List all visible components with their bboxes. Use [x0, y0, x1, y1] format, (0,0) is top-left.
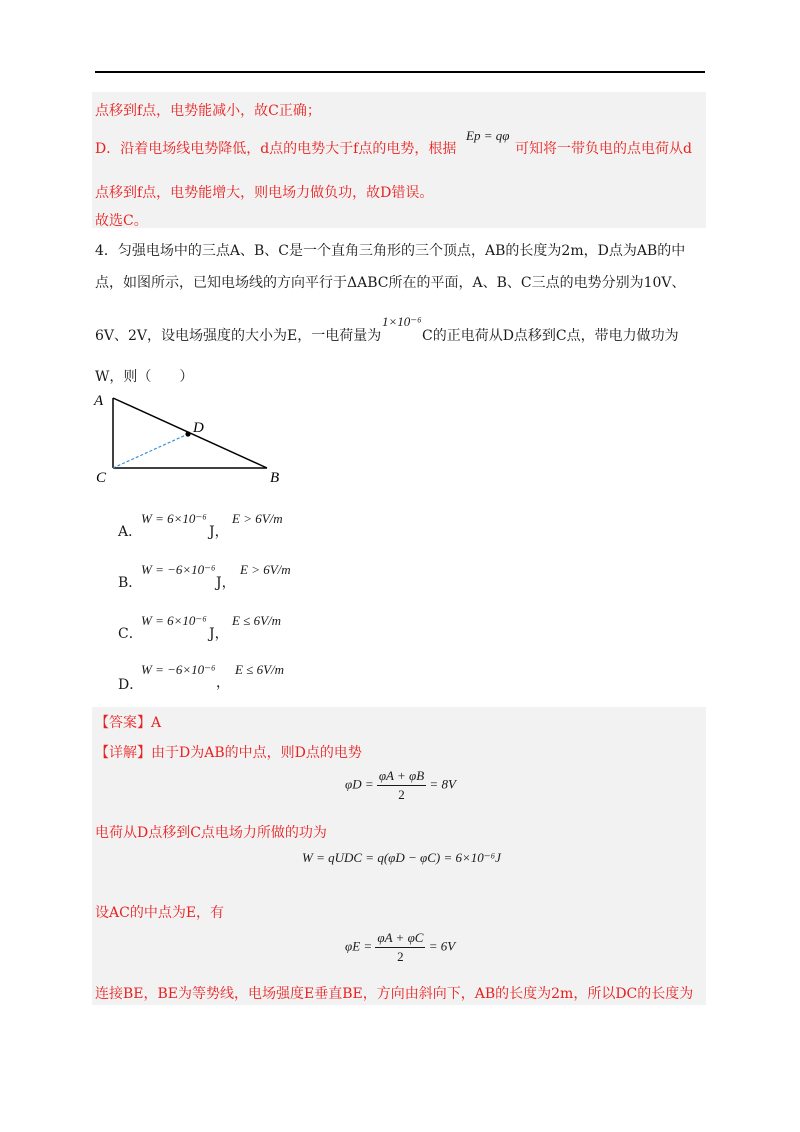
option-letter: B．	[118, 575, 143, 591]
option-e: E > 6V/m	[232, 511, 283, 526]
option-w: W = 6×10⁻⁶	[141, 613, 207, 628]
eq3-numerator: φA + φC	[375, 930, 425, 948]
question-line-2: 点，如图所示，已知电场线的方向平行于ΔABC所在的平面，A、B、C三点的电势分别为10V、	[95, 275, 686, 291]
vertex-label-b: B	[270, 470, 280, 486]
option-letter: A．	[118, 524, 143, 540]
detail-label	[95, 742, 362, 762]
ep-formula: Ep = qφ	[466, 128, 510, 143]
eq3-rhs: = 6V	[428, 938, 456, 954]
vertex-label-d: D	[193, 420, 204, 436]
eq1-numerator: φA + φB	[377, 768, 426, 786]
eq3-fraction	[375, 930, 425, 965]
eq3-denominator: 2	[397, 949, 404, 964]
option-unit: J，	[216, 575, 236, 591]
eq3-lhs: φE =	[345, 938, 373, 954]
work-text: 电荷从D点移到C点电场力所做的功为	[95, 825, 327, 841]
option-w: W = −6×10⁻⁶	[141, 562, 216, 577]
eq1-rhs: = 8V	[429, 776, 456, 792]
answer-label: 【答案】A	[95, 715, 162, 731]
vertex-label-c: C	[96, 470, 107, 486]
prev-solution-line-4: 故选C。	[95, 213, 148, 229]
eq1-denominator: 2	[398, 787, 405, 802]
header-rule	[95, 71, 705, 73]
option-w: W = −6×10⁻⁶	[141, 662, 216, 677]
prev-solution-line-1: 点移到f点，电势能减小，故C正确；	[95, 103, 321, 119]
equation-phi-d	[345, 768, 456, 803]
equation-work: W = qUDC = q(φD − φC) = 6×10⁻⁶J	[302, 850, 501, 865]
option-letter: D．	[118, 677, 144, 693]
option-e: E ≤ 6V/m	[235, 662, 285, 677]
detail-text: 由于D为AB的中点，则D点的电势	[151, 745, 362, 761]
option-letter: C．	[118, 626, 143, 642]
option-unit: J，	[209, 524, 229, 540]
question-line-3a: 6V、2V，设电场强度的大小为E，一电荷量为	[95, 328, 382, 344]
triangle-figure	[92, 390, 292, 490]
eq1-fraction	[377, 768, 426, 803]
option-unit: ，	[216, 675, 230, 691]
midpoint-text: 设AC的中点为E，有	[95, 905, 225, 921]
conclusion-text: 连接BE，BE为等势线，电场强度E垂直BE，方向由斜向下，AB的长度为2m，所以DC的长度为	[95, 986, 694, 1002]
prev-solution-line-2a: D．沿着电场线电势降低，d点的电势大于f点的电势，根据	[95, 141, 457, 157]
option-unit: J，	[209, 626, 229, 642]
prev-solution-line-3: 点移到f点，电势能增大，则电场力做负功，故D错误。	[95, 185, 434, 201]
question-line-4: W，则（ ）	[95, 369, 194, 385]
equation-phi-e	[345, 930, 455, 965]
question-line-1: 4．匀强电场中的三点A、B、C是一个直角三角形的三个顶点，AB的长度为2m，D点为AB的中	[95, 243, 686, 259]
vertex-label-a: A	[94, 393, 104, 409]
charge-value: 1×10⁻⁶	[382, 314, 422, 329]
option-e: E > 6V/m	[240, 562, 291, 577]
prev-solution-line-2b: 可知将一带负电的点电荷从d	[515, 141, 692, 157]
question-line-3b: C的正电荷从D点移到C点，带电力做功为	[422, 328, 679, 344]
eq1-lhs: φD =	[345, 776, 374, 792]
option-e: E ≤ 6V/m	[232, 613, 282, 628]
option-w: W = 6×10⁻⁶	[141, 511, 207, 526]
detail-label-text: 【详解】	[95, 745, 151, 761]
